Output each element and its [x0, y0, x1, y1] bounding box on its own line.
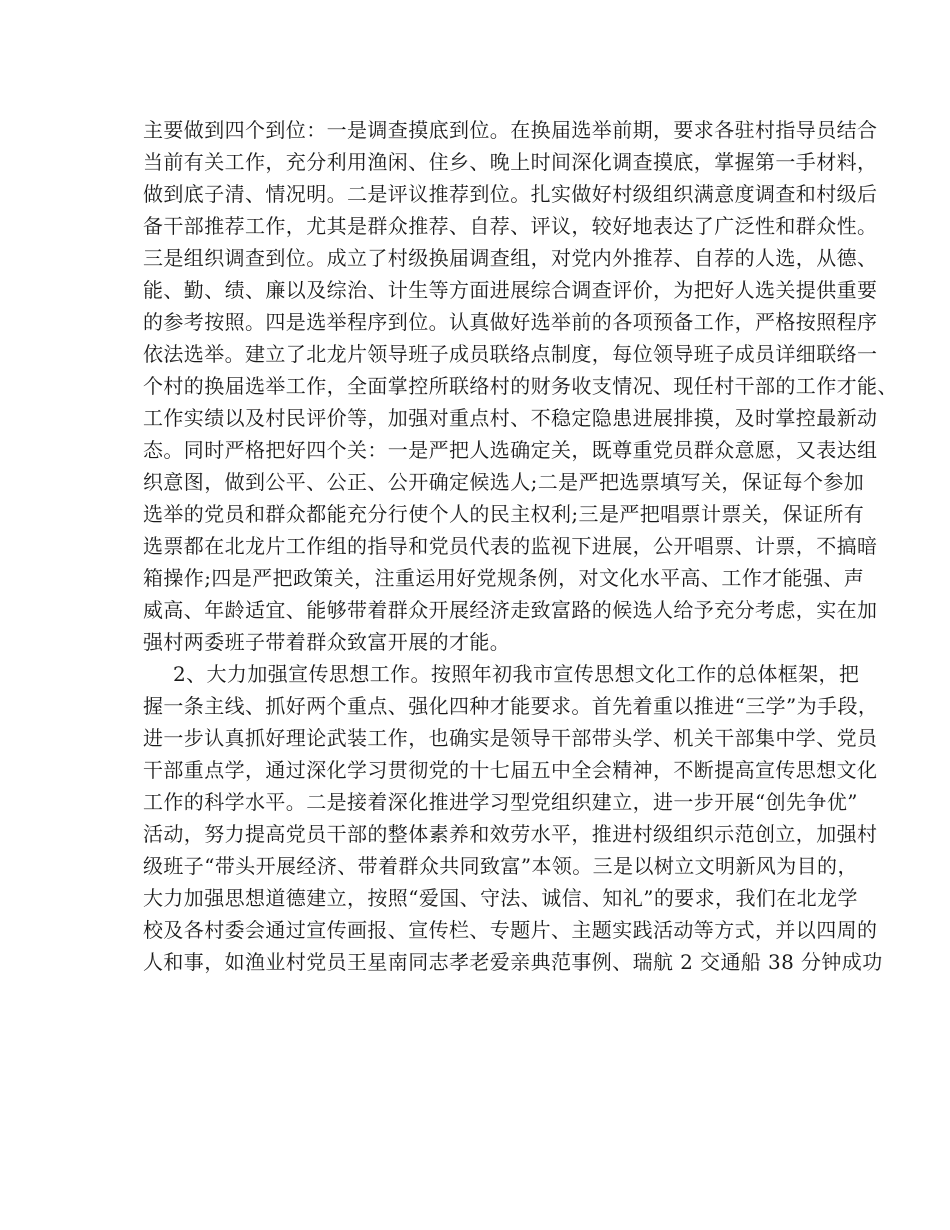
text-line: 选票都在北龙片工作组的指导和党员代表的监视下进展，公开唱票、计票，不搞暗	[143, 534, 878, 558]
text-line: 备干部推荐工作，尤其是群众推荐、自荐、评议，较好地表达了广泛性和群众性。	[143, 214, 878, 238]
text-line: 大力加强思想道德建立，按照“爱国、守法、诚信、知礼”的要求，我们在北龙学	[143, 886, 858, 910]
paragraph-1	[143, 114, 898, 658]
text-line: 级班子“带头开展经济、带着群众共同致富”本领。三是以树立文明新风为目的，	[143, 854, 858, 878]
text-line: 进一步认真抓好理论武装工作，也确实是领导干部带头学、机关干部集中学、党员	[143, 726, 878, 750]
text-line: 织意图，做到公平、公正、公开确定候选人;二是严把选票填写关，保证每个参加	[143, 470, 865, 494]
text-line: 主要做到四个到位：一是调查摸底到位。在换届选举前期，要求各驻村指导员结合	[143, 118, 878, 142]
text-line: 干部重点学，通过深化学习贯彻党的十七届五中全会精神，不断提高宣传思想文化	[143, 758, 878, 782]
text-line: 校及各村委会通过宣传画报、宣传栏、专题片、主题实践活动等方式，并以四周的	[143, 918, 878, 942]
text-line: 人和事，如渔业村党员王星南同志孝老爱亲典范事例、瑞航 2 交通船 38 分钟成功	[143, 950, 883, 974]
text-line: 个村的换届选举工作，全面掌控所联络村的财务收支情况、现任村干部的工作才能、	[143, 374, 898, 398]
body-text	[143, 114, 898, 978]
text-line: 工作实绩以及村民评价等，加强对重点村、不稳定隐患进展排摸，及时掌控最新动	[143, 406, 878, 430]
text-line: 威高、年龄适宜、能够带着群众开展经济走致富路的候选人给予充分考虑，实在加	[143, 598, 878, 622]
text-line: 握一条主线、抓好两个重点、强化四种才能要求。首先着重以推进“三学”为手段，	[143, 694, 879, 718]
text-line: 活动，努力提高党员干部的整体素养和效劳水平，推进村级组织示范创立，加强村	[143, 822, 878, 846]
text-line: 箱操作;四是严把政策关，注重运用好党规条例，对文化水平高、工作才能强、声	[143, 566, 865, 590]
text-line: 强村两委班子带着群众致富开展的才能。	[143, 630, 511, 654]
text-line: 能、勤、绩、廉以及综治、计生等方面进展综合调查评价，为把好人选关提供重要	[143, 278, 878, 302]
text-line: 工作的科学水平。二是接着深化推进学习型党组织建立，进一步开展“创先争优”	[143, 790, 858, 814]
text-line: 2、大力加强宣传思想工作。按照年初我市宣传思想文化工作的总体框架，把	[173, 662, 860, 686]
text-line: 态。同时严格把好四个关：一是严把人选确定关，既尊重党员群众意愿，又表达组	[143, 438, 878, 462]
text-line: 选举的党员和群众都能充分行使个人的民主权利;三是严把唱票计票关，保证所有	[143, 502, 865, 526]
text-line: 依法选举。建立了北龙片领导班子成员联络点制度，每位领导班子成员详细联络一	[143, 342, 878, 366]
paragraph-2	[143, 658, 883, 978]
text-line: 三是组织调查到位。成立了村级换届调查组，对党内外推荐、自荐的人选，从德、	[143, 246, 878, 270]
text-line: 当前有关工作，充分利用渔闲、住乡、晚上时间深化调查摸底，掌握第一手材料，	[143, 150, 878, 174]
text-line: 做到底子清、情况明。二是评议推荐到位。扎实做好村级组织满意度调查和村级后	[143, 182, 878, 206]
text-line: 的参考按照。四是选举程序到位。认真做好选举前的各项预备工作，严格按照程序	[143, 310, 878, 334]
